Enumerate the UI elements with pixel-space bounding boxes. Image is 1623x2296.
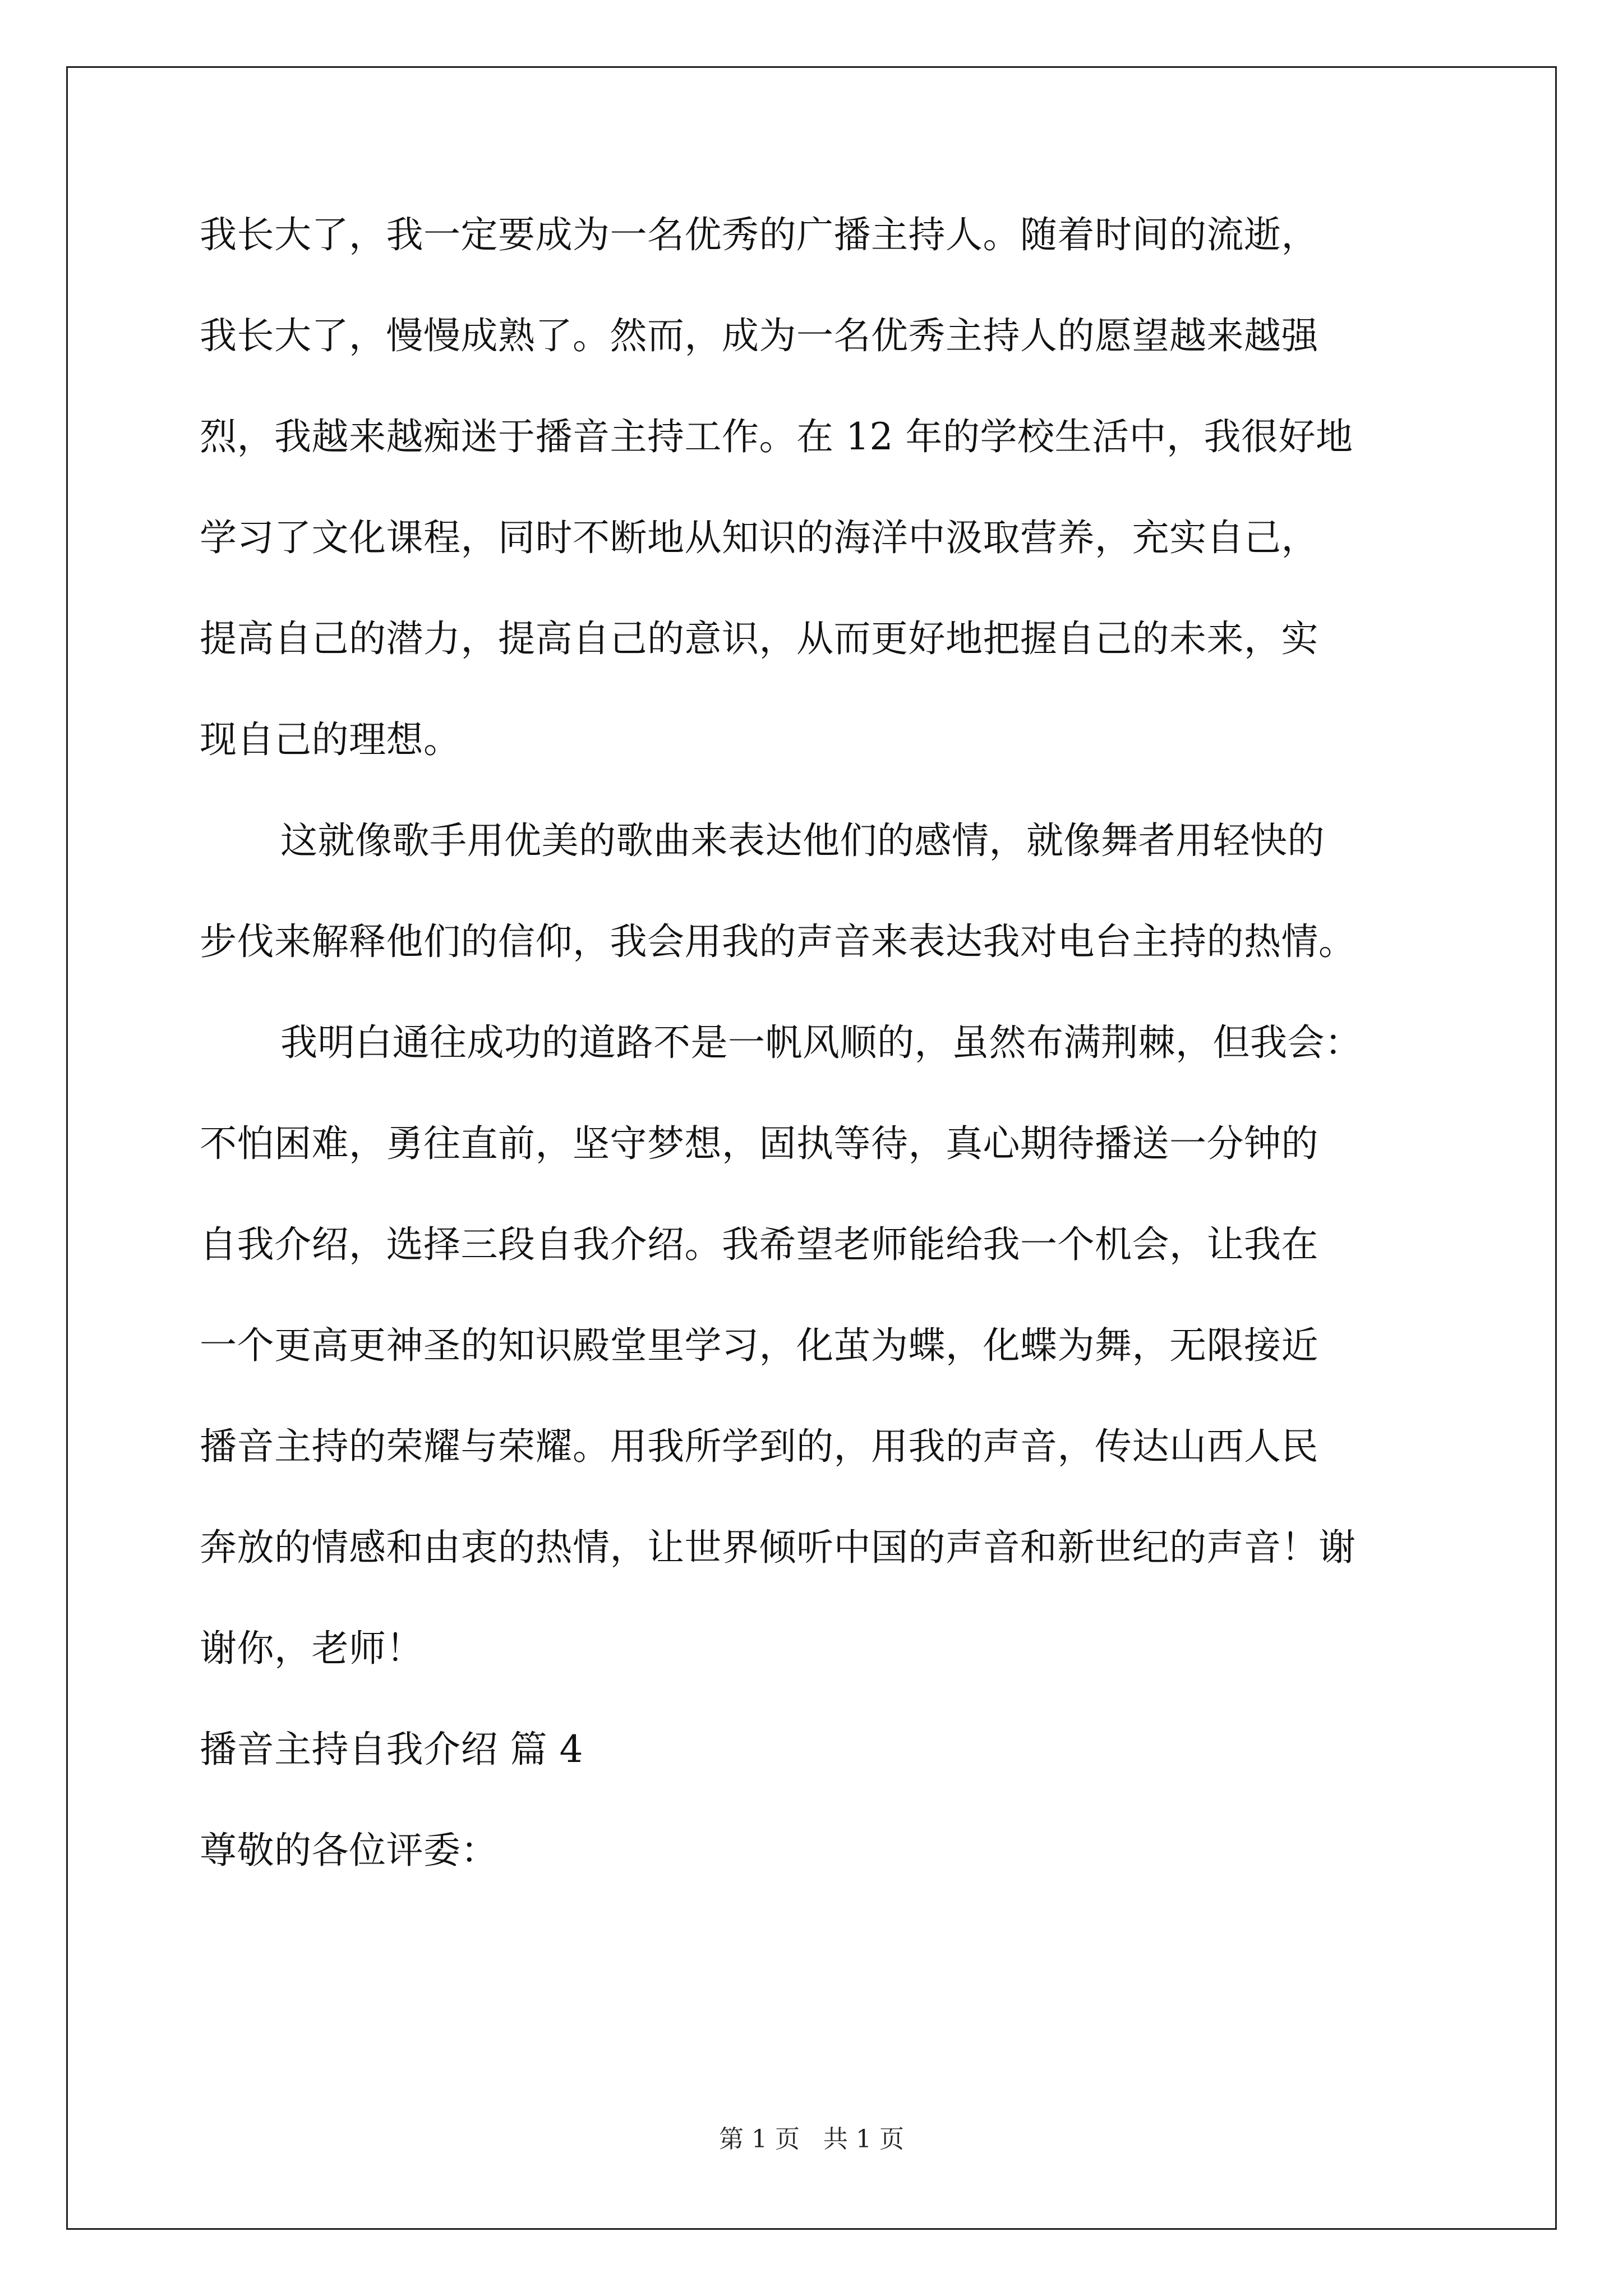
paragraph-start-line: 这就像歌手用优美的歌曲来表达他们的感情，就像舞者用轻快的 bbox=[280, 819, 1325, 862]
body-text-line: 烈，我越来越痴迷于播音主持工作。在 12 年的学校生活中，我很好地 bbox=[200, 415, 1353, 458]
body-text-line: 自我介绍，选择三段自我介绍。我希望老师能给我一个机会，让我在 bbox=[200, 1223, 1318, 1266]
body-text-line: 现自己的理想。 bbox=[200, 718, 461, 761]
body-text-line: 不怕困难，勇往直前，坚守梦想，固执等待，真心期待播送一分钟的 bbox=[200, 1122, 1318, 1165]
section-heading: 播音主持自我介绍 篇 4 bbox=[200, 1728, 583, 1771]
body-text-line: 学习了文化课程，同时不断地从知识的海洋中汲取营养，充实自己， bbox=[200, 516, 1318, 559]
body-text-line: 我长大了，我一定要成为一名优秀的广播主持人。随着时间的流逝， bbox=[200, 213, 1318, 256]
salutation-line: 尊敬的各位评委： bbox=[200, 1829, 498, 1872]
page-number-footer: 第 1 页 共 1 页 bbox=[719, 2125, 904, 2154]
body-text-line: 一个更高更神圣的知识殿堂里学习，化茧为蝶，化蝶为舞，无限接近 bbox=[200, 1324, 1318, 1367]
body-text-line: 谢你，老师！ bbox=[200, 1627, 423, 1670]
body-text-line: 奔放的情感和由衷的热情，让世界倾听中国的声音和新世纪的声音！谢 bbox=[200, 1526, 1356, 1569]
body-text-line: 步伐来解释他们的信仰，我会用我的声音来表达我对电台主持的热情。 bbox=[200, 920, 1356, 963]
body-text-line: 提高自己的潜力，提高自己的意识，从而更好地把握自己的未来，实 bbox=[200, 617, 1318, 660]
body-text-line: 我长大了，慢慢成熟了。然而，成为一名优秀主持人的愿望越来越强 bbox=[200, 314, 1318, 357]
body-text-line: 播音主持的荣耀与荣耀。用我所学到的，用我的声音，传达山西人民 bbox=[200, 1425, 1318, 1468]
paragraph-start-line: 我明白通往成功的道路不是一帆风顺的，虽然布满荆棘，但我会： bbox=[280, 1021, 1362, 1064]
